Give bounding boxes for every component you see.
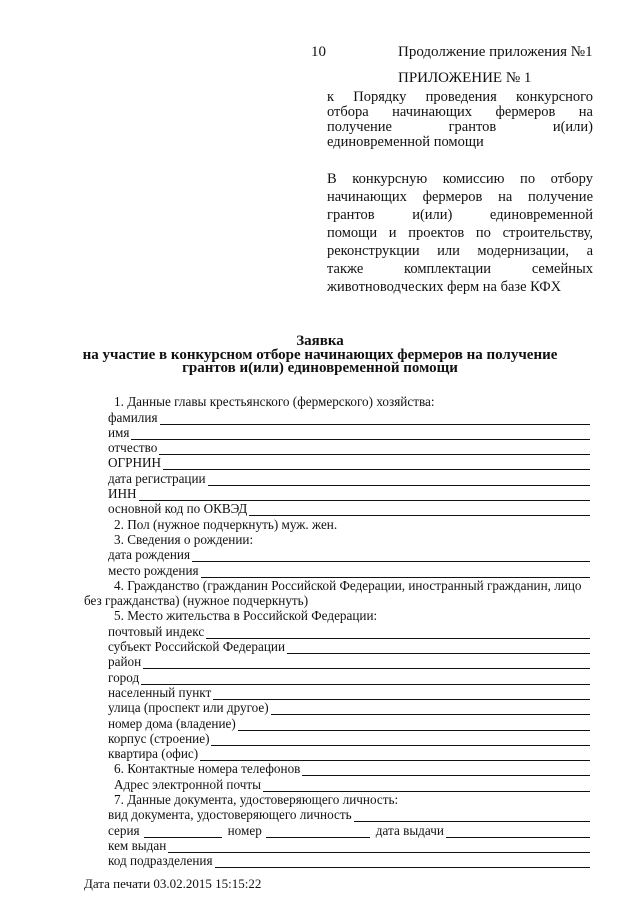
locality-field[interactable]: населенный пункт (108, 685, 590, 700)
region-field[interactable]: субъект Российской Федерации (108, 639, 590, 654)
page-number: 10 (311, 44, 326, 60)
postal-code-field[interactable]: почтовый индекс (108, 623, 590, 638)
division-code-field[interactable]: код подразделения (108, 853, 590, 868)
section-3-heading: 3. Сведения о рождении: (114, 531, 254, 547)
addressee-line: грантов и(или) единовременной (327, 207, 593, 223)
inn-field[interactable]: ИНН (108, 486, 590, 501)
addressee-line: помощи и проектов по строительству, (327, 225, 593, 241)
phones-field[interactable]: 6. Контактные номера телефонов (108, 761, 590, 776)
order-line: отбора начинающих фермеров на (327, 104, 593, 120)
section-5-heading: 5. Место жительства в Российской Федерации: (114, 608, 378, 624)
citizenship-line-2: без гражданства) (нужное подчеркнуть) (84, 593, 309, 609)
appendix-title: ПРИЛОЖЕНИЕ № 1 (398, 70, 532, 86)
issued-by-field[interactable]: кем выдан (108, 838, 590, 853)
document-title: Заявка (296, 333, 344, 349)
email-field[interactable]: Адрес электронной почты (108, 776, 590, 791)
section-7-heading: 7. Данные документа, удостоверяющего личность: (114, 792, 399, 808)
number-field[interactable] (266, 826, 370, 838)
document-subtitle-2: грантов и(или) единовременной помощи (182, 360, 458, 376)
registration-date-field[interactable]: дата регистрации (108, 470, 590, 485)
addressee-block (327, 170, 593, 296)
order-line: получение грантов и(или) (327, 119, 593, 135)
order-line: единовременной помощи (327, 134, 484, 150)
city-field[interactable]: город (108, 669, 590, 684)
name-field[interactable]: имя (108, 425, 590, 440)
document-subtitle: на участие в конкурсном отборе начинающих фермеров на получение (82, 347, 558, 363)
section-1-heading: 1. Данные главы крестьянского (фермерского) хозяйства: (114, 394, 435, 410)
addressee-line: животноводческих ферм на базе КФХ (327, 279, 562, 295)
document-type-field[interactable]: вид документа, удостоверяющего личность (108, 807, 590, 822)
addressee-line: В конкурсную комиссию по отбору (327, 171, 593, 187)
application-form (84, 394, 590, 869)
ogrnip-field[interactable]: ОГРНИН (108, 455, 590, 470)
addressee-line: реконструкции или модернизации, а (327, 243, 593, 259)
citizenship-line-1: 4. Гражданство (гражданин Российской Федерации, иностранный гражданин, лицо (114, 577, 582, 593)
house-field[interactable]: номер дома (владение) (108, 715, 590, 730)
surname-field[interactable]: фамилия (108, 409, 590, 424)
patronymic-field[interactable]: отчество (108, 440, 590, 455)
birth-date-field[interactable]: дата рождения (108, 547, 590, 562)
order-reference (327, 90, 593, 150)
continuation-note: Продолжение приложения №1 (398, 44, 593, 60)
okved-field[interactable]: основной код по ОКВЭД (108, 501, 590, 516)
order-line: к Порядку проведения конкурсного (327, 89, 593, 105)
street-field[interactable]: улица (проспект или другое) (108, 700, 590, 715)
gender-line: 2. Пол (нужное подчеркнуть) муж. жен. (114, 516, 338, 532)
issue-date-field[interactable] (446, 826, 590, 838)
addressee-line: начинающих фермеров на получение (327, 189, 593, 205)
series-field[interactable] (144, 826, 222, 838)
birth-place-field[interactable]: место рождения (108, 562, 590, 577)
apartment-field[interactable]: квартира (офис) (108, 746, 590, 761)
document-numbers-row: серия номер дата выдачи (108, 822, 590, 837)
building-field[interactable]: корпус (строение) (108, 731, 590, 746)
district-field[interactable]: район (108, 654, 590, 669)
addressee-line: также комплектации семейных (327, 261, 593, 277)
print-date: Дата печати 03.02.2015 15:15:22 (84, 876, 262, 891)
